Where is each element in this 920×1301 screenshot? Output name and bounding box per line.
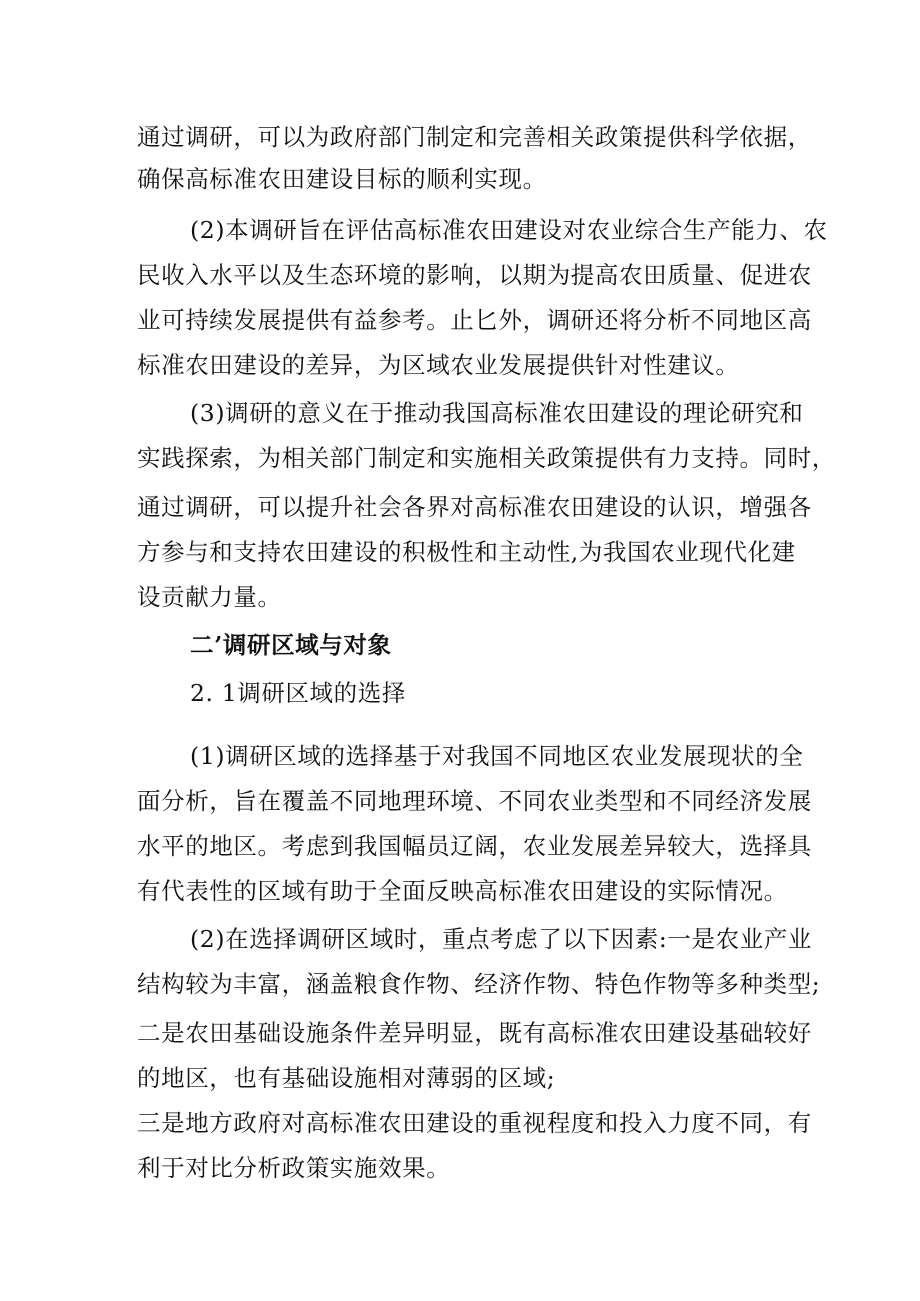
text-line-5: 业可持续发展提供有益参考。止匕外，调研还将分析不同地区高 (137, 306, 812, 334)
text-line-19: 结构较为丰富，涵盖粮食作物、经济作物、特色作物等多种类型; (137, 970, 821, 998)
subsection-heading: 2. 1调研区域的选择 (190, 679, 406, 707)
text-line-6: 标准农田建设的差异，为区域农业发展提供针对性建议。 (137, 351, 740, 379)
text-line-10: 方参与和支持农田建设的积极性和主动性,为我国农业现代化建 (137, 538, 796, 566)
text-line-14: (1)调研区域的选择基于对我国不同地区农业发展现状的全 (190, 742, 804, 770)
text-line-20: 二是农田基础设施条件差异明显，既有高标准农田建设基础较好 (137, 1019, 812, 1047)
text-line-22: 三是地方政府对高标准农田建设的重视程度和投入力度不同，有 (137, 1109, 812, 1137)
text-line-21: 的地区，也有基础设施相对薄弱的区域; (137, 1064, 556, 1092)
text-line-17: 有代表性的区域有助于全面反映高标准农田建设的实际情况。 (137, 877, 788, 905)
text-line-8: 实践探索，为相关部门制定和实施相关政策提供有力支持。同时， (137, 444, 836, 472)
text-line-7: (3)调研的意义在于推动我国高标准农田建设的理论研究和 (190, 399, 804, 427)
text-line-3: (2)本调研旨在评估高标准农田建设对农业综合生产能力、农 (190, 216, 828, 244)
text-line-4: 民收入水平以及生态环境的影响，以期为提高农田质量、促进农 (137, 261, 812, 289)
text-line-11: 设贡献力量。 (137, 583, 282, 611)
section-heading: 二’调研区域与对象 (190, 631, 392, 659)
text-line-1: 通过调研，可以为政府部门制定和完善相关政策提供科学依据， (137, 123, 812, 151)
text-line-23: 利于对比分析政策实施效果。 (137, 1154, 451, 1182)
text-line-15: 面分析，旨在覆盖不同地理环境、不同农业类型和不同经济发展 (137, 787, 812, 815)
text-line-18: (2)在选择调研区域时，重点考虑了以下因素:一是农业产业 (190, 925, 813, 953)
text-line-16: 水平的地区。考虑到我国幅员辽阔，农业发展差异较大，选择具 (137, 832, 812, 860)
text-line-9: 通过调研，可以提升社会各界对高标准农田建设的认识，增强各 (137, 493, 812, 521)
text-line-2: 确保高标准农田建设目标的顺利实现。 (137, 165, 547, 193)
